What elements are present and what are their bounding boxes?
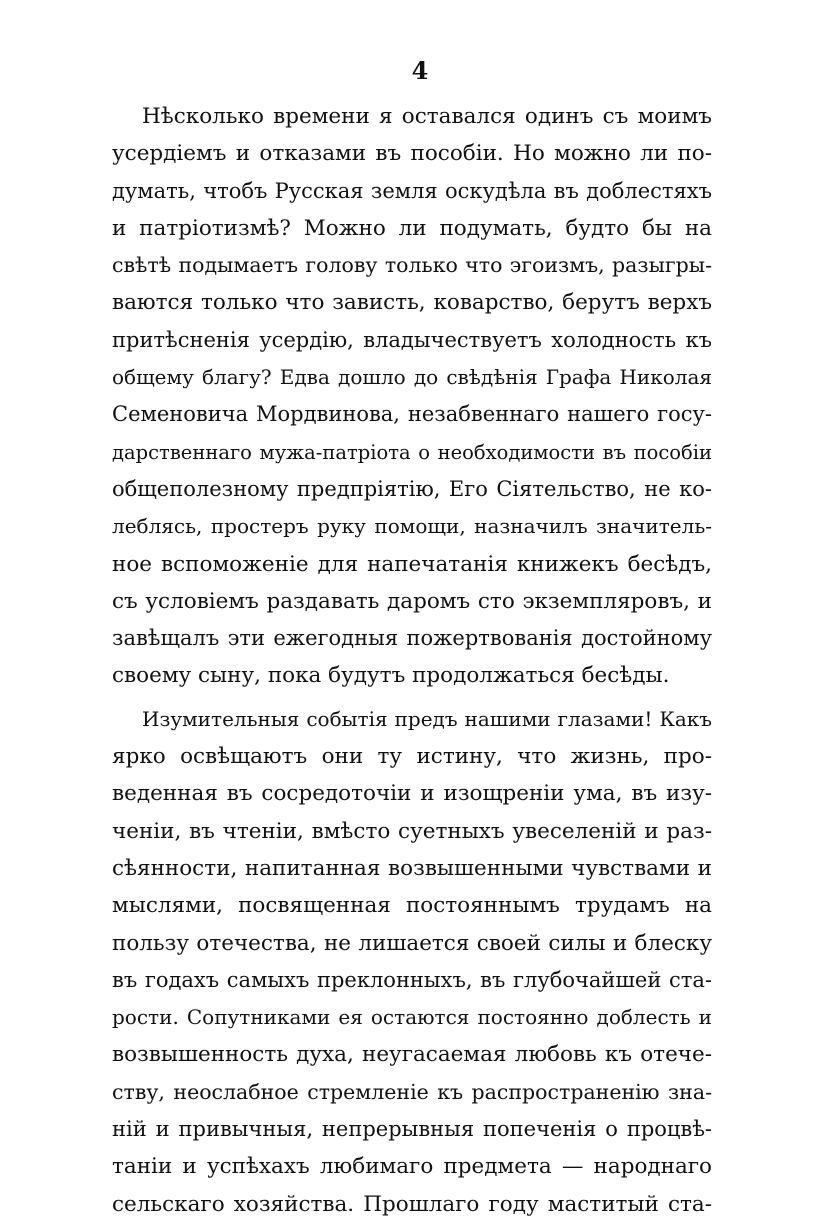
text-line: думать, чтобъ Русская земля оскудѣла въ доблестяхъ [112,178,712,203]
text-line: пользу отечества, не лишается своей силы и блеску [112,930,712,956]
text-line: ству, неослабное стремленіе къ распространенію зна- [112,1079,712,1104]
text-line: ное вспоможеніе для напечатанія книжекъ бесѣдъ, [112,551,712,577]
text-line: леблясь, простеръ руку помощи, назначилъ значитель- [112,514,712,539]
text-line: мыслями, посвященная постояннымъ трудамъ на [112,893,712,919]
text-line: Нѣсколько времени я оставался одинъ съ моимъ [142,104,712,129]
text-line: общеполезному предпріятію, Его Сіятельство, не ко- [112,476,712,501]
text-line: ній и привычныя, непрерывныя попеченія о процвѣ- [112,1117,712,1142]
text-line: общему благу? Едва дошло до свѣдѣнія Графа Николая [112,365,712,390]
text-line: таніи и успѣхахъ любимаго предмета — народнаго [112,1154,712,1180]
text-line: въ годахъ самыхъ преклонныхъ, въ глубочайшей ста- [112,967,712,992]
text-line: притѣсненія усердію, владычествуетъ холодность къ [112,327,712,352]
text-line: ярко освѣщаютъ они ту истину, что жизнь, про- [112,744,712,770]
text-line: своему сыну, пока будутъ продолжаться бесѣды. [112,663,670,689]
text-line: и патріотизмѣ? Можно ли подумать, будто бы на [112,215,712,241]
text-line: возвышенность духа, неугасаемая любовь къ отече- [112,1042,712,1068]
page-number: 4 [411,56,429,85]
text-line: съ условіемъ раздавать даромъ сто экземпляровъ, и [112,588,712,614]
paragraph [112,701,712,1223]
text-line: веденная въ сосредоточіи и изощреніи ума, въ изу- [112,781,712,807]
text-line: ченіи, въ чтеніи, вмѣсто суетныхъ увеселеній и раз- [112,818,712,844]
paragraph [112,98,712,695]
text-line: рости. Сопутниками ея остаются постоянно доблесть и [112,1005,712,1030]
text-line: свѣтѣ подымаетъ голову только что эгоизмъ, разыгры- [112,253,712,278]
text-line: сѣянности, напитанная возвышенными чувствами и [112,855,712,881]
text-line: усердіемъ и отказами въ пособіи. Но можно ли по- [112,141,712,167]
text-line: дарственнаго мужа-патріота о необходимости въ пособіи [112,440,712,464]
text-line: Семеновича Мордвинова, незабвеннаго нашего госу- [112,402,712,427]
text-line: Изумительныя событія предъ нашими глазами! Какъ [142,706,712,731]
text-line: завѣщалъ эти ежегодныя пожертвованія достойному [112,626,712,651]
body-text [112,98,712,1223]
text-line: сельскаго хозяйства. Прошлаго году маститый ста- [112,1191,712,1217]
text-line: ваются только что зависть, коварство, берутъ верхъ [112,290,712,316]
